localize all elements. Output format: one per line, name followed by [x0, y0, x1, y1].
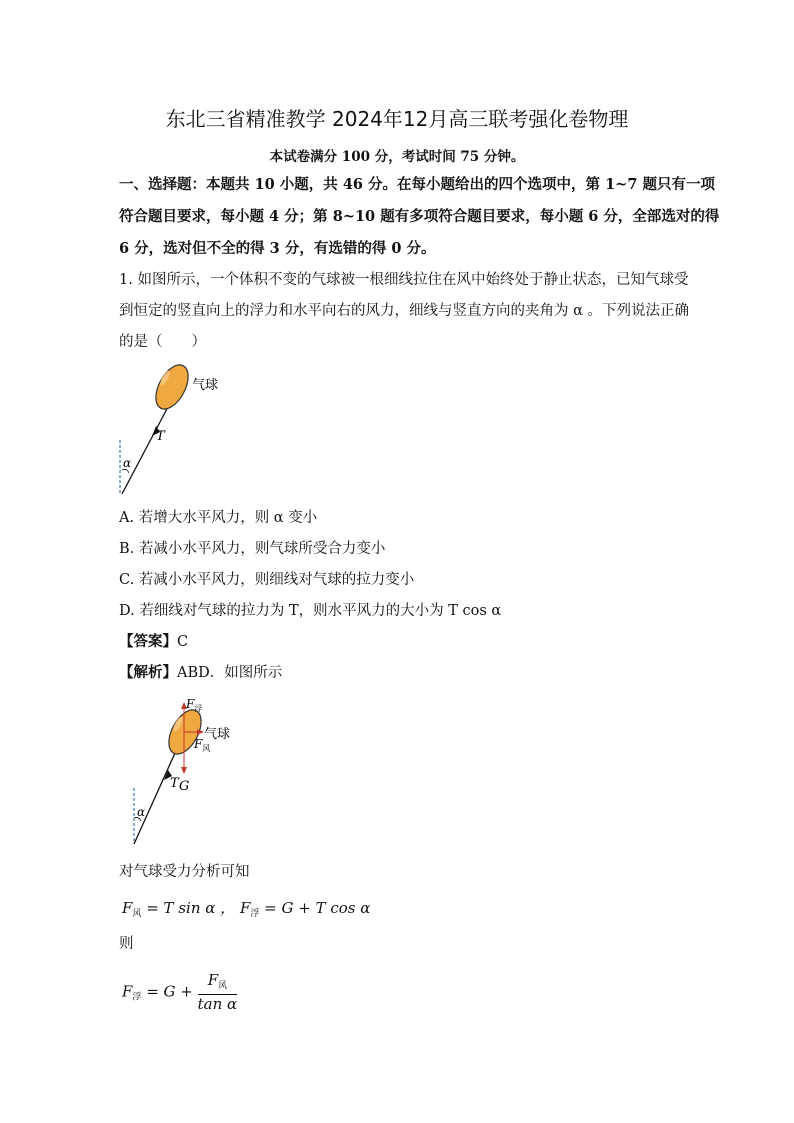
gravity-label: G — [179, 779, 190, 794]
wind-force-label: $F_风$ — [194, 737, 211, 753]
option-a: A. 若增大水平风力，则 α 变小 — [119, 510, 318, 526]
tension-label: T — [170, 776, 179, 791]
equation-2: $F_浮 = G$ + $\frac{F_风}{\text{tan α}}$ — [122, 971, 238, 1013]
then-word: 则 — [119, 936, 134, 952]
balloon-force-diagram — [118, 692, 258, 852]
balloon-figure-1 — [110, 360, 240, 500]
question-line-3: 的是（ ） — [119, 334, 206, 350]
exam-info: 本试卷满分 100 分，考试时间 75 分钟。 — [269, 149, 525, 165]
angle-label: α — [137, 805, 146, 819]
fraction: $\frac{F_风}{\text{tan α}}$ — [197, 971, 238, 1013]
buoyancy-label: $F_浮$ — [186, 697, 203, 713]
option-d: D. 若细线对气球的拉力为 T，则水平风力的大小为 T cos α — [119, 603, 502, 619]
option-b: B. 若减小水平风力，则气球所受合力变小 — [119, 541, 386, 557]
analysis-text: ABD．如图所示 — [177, 665, 283, 681]
answer-tag: 【答案】 — [119, 633, 177, 650]
angle-label: α — [123, 456, 132, 470]
section-line-1: 一、选择题：本题共 10 小题，共 46 分。在每小题给出的四个选项中，第 1~7 题只有一项 — [119, 176, 715, 193]
answer-line — [119, 632, 188, 652]
analysis-line — [119, 663, 282, 683]
analysis-tag: 【解析】 — [119, 664, 177, 681]
section-line-2: 符合题目要求，每小题 4 分；第 8~10 题有多项符合题目要求，每小题 6 分，全部选对的得 — [119, 208, 720, 225]
analysis-text-2: 对气球受力分析可知 — [119, 864, 250, 880]
equation-1: $F_风 = T$ sin α ， $F_浮 = G + T$ cos α — [122, 899, 371, 919]
option-c: C. 若减小水平风力，则细线对气球的拉力变小 — [119, 572, 415, 588]
section-line-3: 6 分，选对但不全的得 3 分，有选错的得 0 分。 — [119, 240, 436, 257]
page-title: 东北三省精准教学 2024年12月高三联考强化卷物理 — [165, 107, 629, 131]
balloon-label: 气球 — [192, 378, 219, 393]
question-line-2: 到恒定的竖直向上的浮力和水平向右的风力，细线与竖直方向的夹角为 α 。下列说法正确 — [119, 303, 690, 319]
question-line-1: 1. 如图所示，一个体积不变的气球被一根细线拉住在风中始终处于静止状态，已知气球受 — [119, 272, 689, 288]
balloon-label: 气球 — [204, 727, 231, 742]
tension-label: T — [156, 429, 165, 444]
answer-value: C — [177, 634, 189, 650]
